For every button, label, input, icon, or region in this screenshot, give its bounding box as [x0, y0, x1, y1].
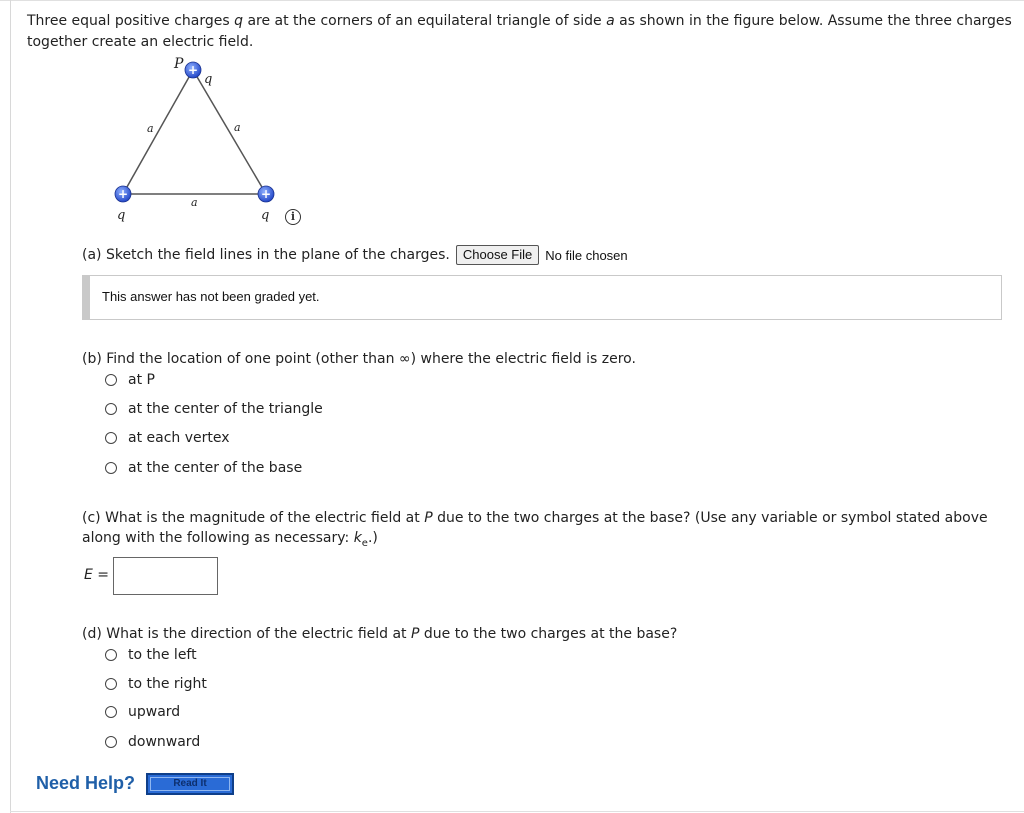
e-answer-input[interactable]	[113, 557, 218, 595]
label-q-top: q	[204, 72, 213, 87]
label-P: P	[174, 56, 184, 72]
charge-bottom-left	[115, 186, 131, 202]
choose-file-button[interactable]: Choose File	[456, 245, 539, 265]
radio-button[interactable]	[105, 706, 117, 718]
triangle-left-side	[123, 70, 193, 194]
triangle-figure	[100, 52, 300, 227]
radio-button[interactable]	[105, 462, 117, 474]
read-it-inner-border	[150, 777, 230, 791]
graded-status-text: This answer has not been graded yet.	[102, 289, 320, 304]
part-c-question: (c) What is the magnitude of the electric field at P due to the two charges at the base? (Use any variable or symbol stated above along with the following as necessary: $k_e$.)	[82, 510, 988, 549]
part-a-row	[82, 244, 628, 266]
radio-button[interactable]	[105, 403, 117, 415]
info-icon[interactable]: i	[285, 209, 301, 225]
radio-button[interactable]	[105, 736, 117, 748]
charge-top	[185, 62, 201, 78]
file-status: No file chosen	[545, 247, 628, 263]
svg-text:+: +	[187, 63, 199, 77]
graded-status-bar	[83, 276, 90, 319]
need-help-label: Need Help?	[36, 773, 136, 793]
part-d-option-2[interactable]: to the right	[105, 674, 207, 694]
part-d-option-1[interactable]: to the left	[105, 645, 197, 665]
label-q-right: q	[261, 208, 270, 223]
radio-button[interactable]	[105, 432, 117, 444]
part-b-option-1[interactable]: at P	[105, 370, 155, 390]
part-b-option-2[interactable]: at the center of the triangle	[105, 399, 323, 419]
label-a-left: a	[147, 122, 154, 135]
part-b-question: (b) Find the location of one point (other than ∞) where the electric field is zero.	[82, 351, 636, 367]
svg-text:+: +	[260, 187, 272, 201]
svg-text:+: +	[117, 187, 129, 201]
part-d-option-3[interactable]: upward	[105, 702, 180, 722]
graded-status-box	[82, 275, 1002, 320]
part-b-option-3[interactable]: at each vertex	[105, 428, 230, 448]
label-a-base: a	[191, 196, 198, 209]
part-d-question: (d) What is the direction of the electric field at P due to the two charges at the base?	[82, 626, 678, 642]
label-q-left: q	[117, 208, 126, 223]
charge-bottom-right	[258, 186, 274, 202]
triangle-right-side	[193, 70, 266, 194]
read-it-button[interactable]: Read It	[146, 773, 234, 795]
frame-bottom-border	[10, 811, 1024, 812]
problem-statement: Three equal positive charges q are at the corners of an equilateral triangle of side a as shown in the figure below. Assume the three charges together create an electric field.	[27, 13, 1012, 50]
part-d-option-4[interactable]: downward	[105, 732, 200, 752]
radio-button[interactable]	[105, 374, 117, 386]
radio-button[interactable]	[105, 678, 117, 690]
label-a-right: a	[234, 121, 241, 134]
e-label: E =	[84, 567, 110, 583]
part-a-question: (a) Sketch the field lines in the plane of the charges.	[82, 247, 450, 263]
radio-button[interactable]	[105, 649, 117, 661]
frame-left-border	[10, 0, 11, 813]
frame-top-border	[0, 0, 1024, 1]
part-b-option-4[interactable]: at the center of the base	[105, 458, 302, 478]
